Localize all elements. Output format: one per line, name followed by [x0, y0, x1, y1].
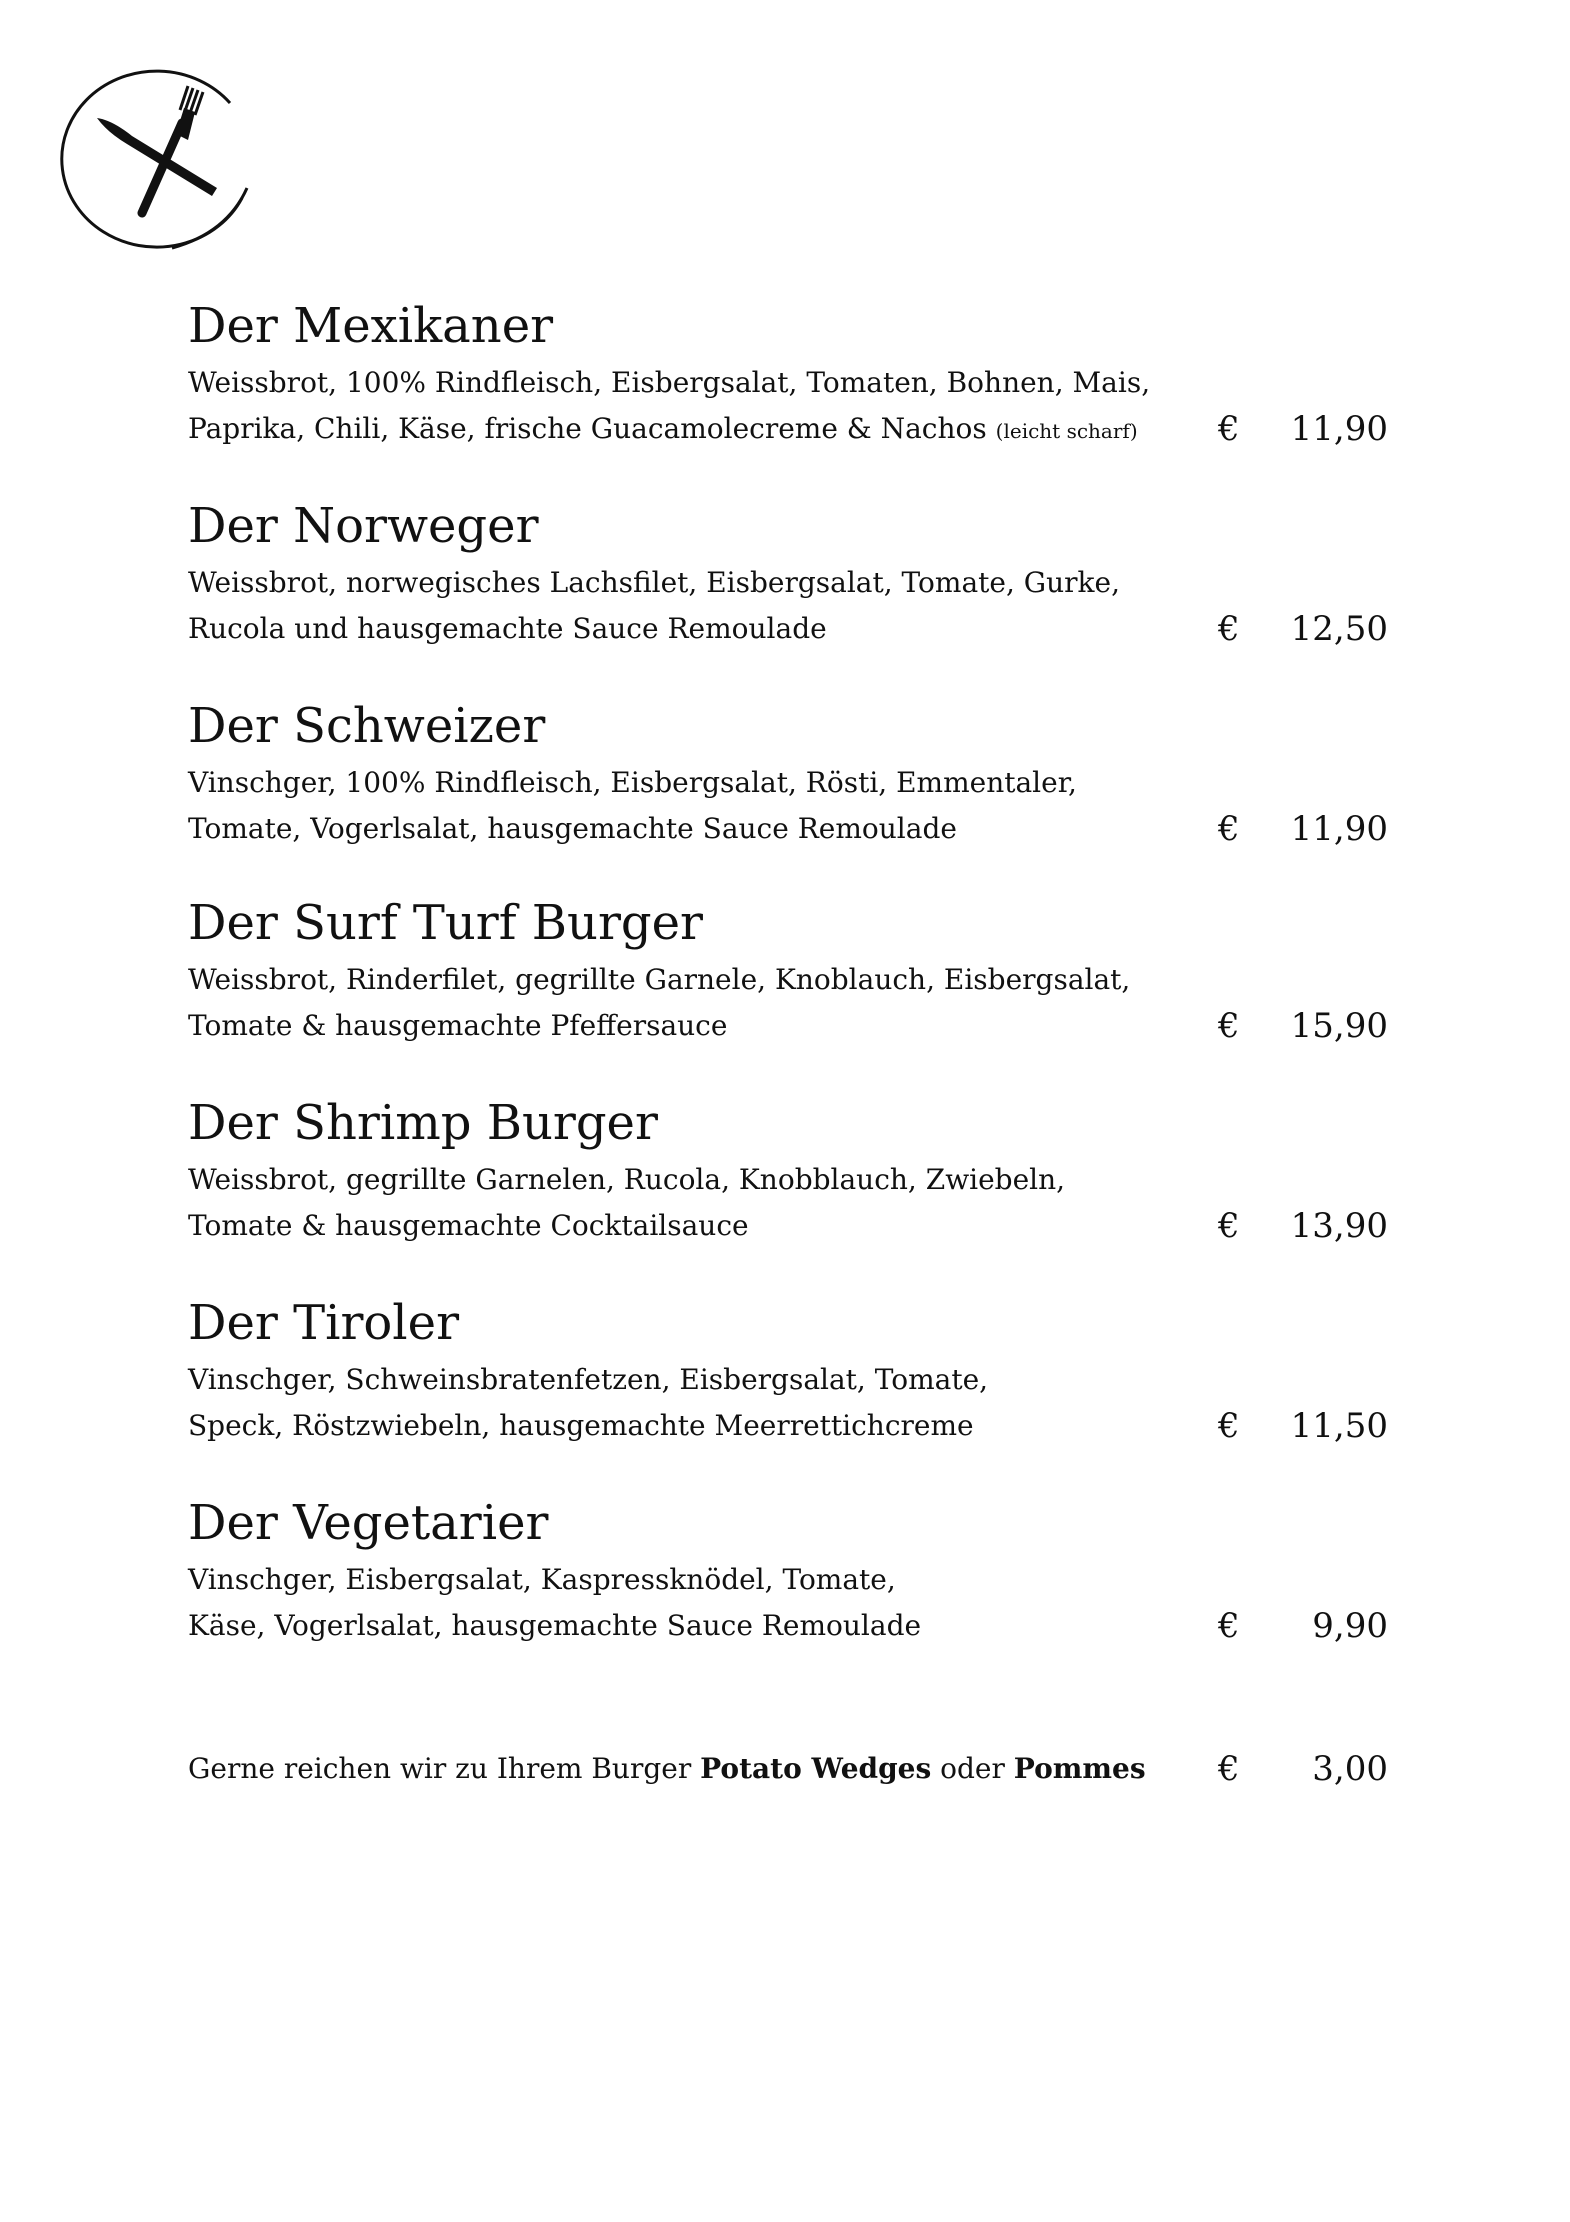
item-description-line2: Tomate & hausgemachte Cocktailsauce: [188, 1209, 749, 1242]
price-amount: 3,00: [1312, 1749, 1388, 1789]
currency-symbol: €: [1218, 1606, 1240, 1646]
currency-symbol: €: [1218, 809, 1240, 849]
item-name: Der Schweizer: [188, 698, 546, 754]
item-description-line2: Rucola und hausgemachte Sauce Remoulade: [188, 612, 827, 645]
item-description-line1: Weissbrot, Rinderfilet, gegrillte Garnele, Knoblauch, Eisbergsalat,: [188, 963, 1131, 996]
price-amount: 11,90: [1290, 809, 1388, 849]
side-dish-text: [188, 1752, 1146, 1786]
item-description-line2: [188, 412, 1138, 448]
side-text-mid: oder: [931, 1752, 1014, 1785]
price-amount: 11,50: [1290, 1406, 1388, 1446]
currency-symbol: €: [1218, 1006, 1240, 1046]
item-description-line1: Vinschger, Eisbergsalat, Kaspressknödel, Tomate,: [188, 1563, 896, 1596]
item-description-line1: Weissbrot, 100% Rindfleisch, Eisbergsalat, Tomaten, Bohnen, Mais,: [188, 366, 1151, 399]
price-amount: 12,50: [1290, 609, 1388, 649]
price-amount: 11,90: [1290, 409, 1388, 449]
item-description-line1: Vinschger, 100% Rindfleisch, Eisbergsalat, Rösti, Emmentaler,: [188, 766, 1077, 799]
currency-symbol: €: [1218, 409, 1240, 449]
currency-symbol: €: [1218, 1206, 1240, 1246]
item-description-line1: Weissbrot, norwegisches Lachsfilet, Eisbergsalat, Tomate, Gurke,: [188, 566, 1120, 599]
side-option-wedges: Potato Wedges: [700, 1752, 932, 1785]
side-dish-offer: [188, 1750, 1388, 1790]
item-name: Der Norweger: [188, 498, 539, 554]
item-description-line2: Käse, Vogerlsalat, hausgemachte Sauce Remoulade: [188, 1609, 922, 1642]
item-description-text: Paprika, Chili, Käse, frische Guacamolecreme & Nachos: [188, 412, 987, 445]
item-description-line2: Tomate, Vogerlsalat, hausgemachte Sauce Remoulade: [188, 812, 957, 845]
currency-symbol: €: [1218, 1749, 1240, 1789]
item-name: Der Surf Turf Burger: [188, 895, 703, 951]
item-description-line2: Speck, Röstzwiebeln, hausgemachte Meerrettichcreme: [188, 1409, 974, 1442]
item-description-line2: Tomate & hausgemachte Pfeffersauce: [188, 1009, 728, 1042]
item-description-line1: Weissbrot, gegrillte Garnelen, Rucola, Knobblauch, Zwiebeln,: [188, 1163, 1066, 1196]
item-description-line1: Vinschger, Schweinsbratenfetzen, Eisbergsalat, Tomate,: [188, 1363, 989, 1396]
side-option-pommes: Pommes: [1013, 1752, 1146, 1785]
item-name: Der Tiroler: [188, 1295, 460, 1351]
cutlery-icon: [52, 48, 262, 258]
price-amount: 13,90: [1290, 1206, 1388, 1246]
item-name: Der Vegetarier: [188, 1495, 549, 1551]
side-text-prefix: Gerne reichen wir zu Ihrem Burger: [188, 1752, 701, 1785]
price-amount: 9,90: [1312, 1606, 1388, 1646]
item-note: (leicht scharf): [995, 419, 1138, 443]
item-name: Der Shrimp Burger: [188, 1095, 658, 1151]
item-name: Der Mexikaner: [188, 298, 554, 354]
currency-symbol: €: [1218, 1406, 1240, 1446]
price-amount: 15,90: [1290, 1006, 1388, 1046]
currency-symbol: €: [1218, 609, 1240, 649]
